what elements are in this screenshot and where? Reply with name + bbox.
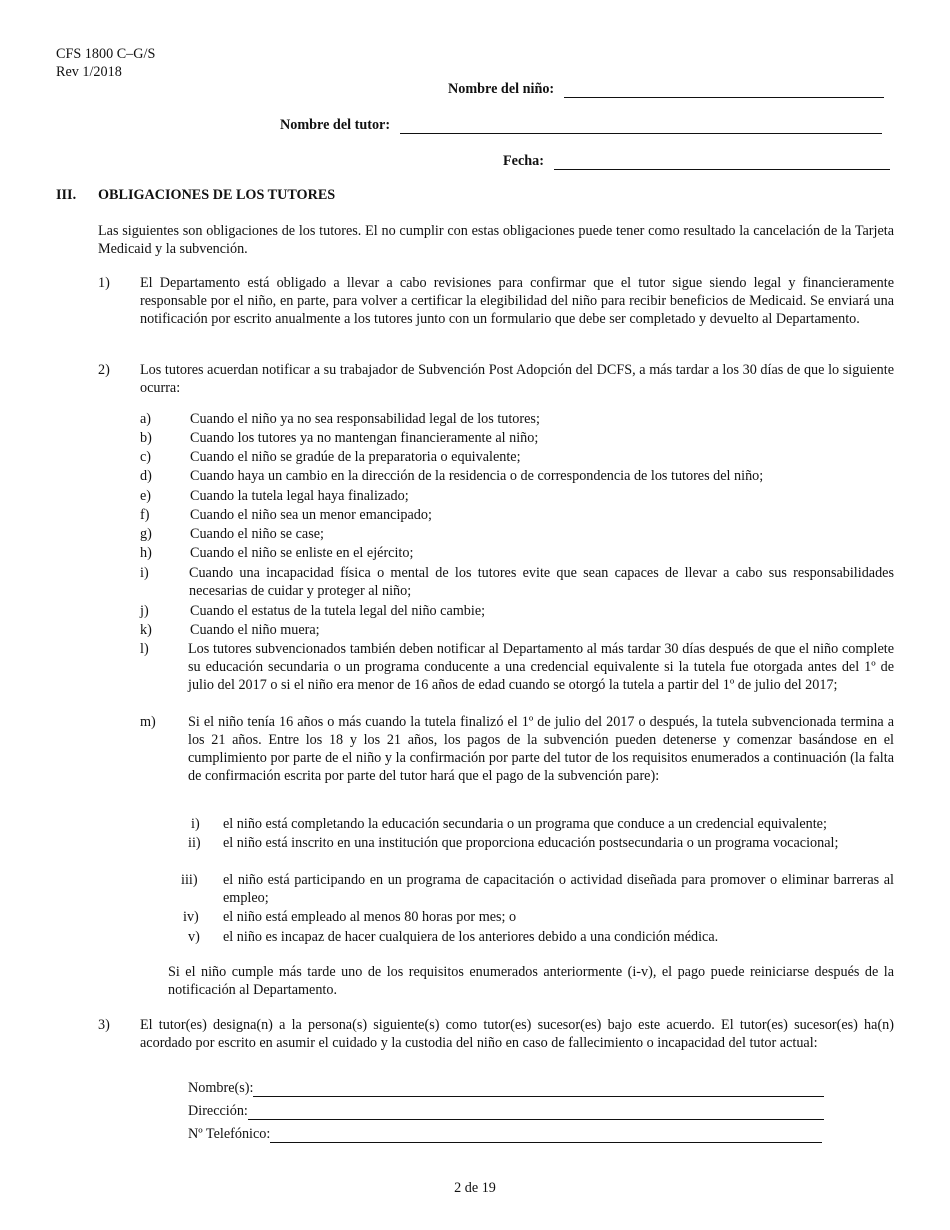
list-item-text: Cuando la tutela legal haya finalizado; [190, 488, 409, 504]
list-item-text: Cuando el niño se gradúe de la preparatoria o equivalente; [190, 449, 521, 465]
list-item-text: Si el niño tenía 16 años o más cuando la tutela finalizó el 1º de julio del 2017 o después, la tutela subvencionada termina a los 21 años. Entre los 18 y los 21 años, los pagos de la subvención pueden detenerse y comenzar basándose en el cumplimiento por parte de el niño y la confirmación por parte del tutor de los requisitos enumerados a continuación (la falta de confirmación escrita por parte del tutor hará que el pago de la subvención pare): [188, 714, 894, 784]
item-text: El Departamento está obligado a llevar a cabo revisiones para confirmar que el tutor sigue siendo legal y financieramente responsable por el niño, en parte, para volver a certificar la elegibilidad del niño para recibir beneficios de Medicaid. Se enviará una notificación por escrito anualmente a los tutores junto con un formulario que debe ser completado y devuelto al Departamento. [140, 275, 894, 327]
item-number: 2) [98, 362, 110, 378]
form-id: CFS 1800 C–G/S [56, 46, 156, 62]
list-item-text: Cuando el niño muera; [190, 622, 320, 638]
restart-note: Si el niño cumple más tarde uno de los requisitos enumerados anteriormente (i-v), el pago puede reiniciarse después de la notificación al Departamento. [168, 964, 894, 998]
list-item-label: i) [191, 816, 200, 832]
page-number: 2 de 19 [454, 1180, 496, 1196]
list-item-label: f) [140, 507, 150, 523]
successor-phone-field [188, 1125, 822, 1143]
successor-address-input[interactable] [248, 1105, 824, 1120]
intro-paragraph: Las siguientes son obligaciones de los tutores. El no cumplir con estas obligaciones puede tener como resultado la cancelación de la Tarjeta Medicaid y la subvención. [98, 223, 894, 257]
section-number: III. [56, 187, 77, 203]
item-text: Los tutores acuerdan notificar a su trabajador de Subvención Post Adopción del DCFS, a más tardar a los 30 días de que lo siguiente ocurra: [140, 362, 894, 396]
list-item-text: Cuando el niño sea un menor emancipado; [190, 507, 432, 523]
form-revision: Rev 1/2018 [56, 64, 122, 80]
item-number: 3) [98, 1017, 110, 1033]
successor-phone-input[interactable] [270, 1128, 822, 1143]
child-name-input[interactable] [564, 83, 884, 98]
list-item-label: j) [140, 603, 149, 619]
list-item-label: h) [140, 545, 152, 561]
date-field [503, 152, 890, 170]
list-item-label: e) [140, 488, 152, 504]
list-item-label: i) [140, 565, 149, 581]
list-item-label: b) [140, 430, 152, 446]
child-name-label: Nombre del niño: [448, 81, 555, 97]
list-item-text: Cuando una incapacidad física o mental de los tutores evite que sean capaces de llevar a cabo sus responsabilidades necesarias de cuidar y proteger al niño; [189, 565, 894, 599]
guardian-name-input[interactable] [400, 119, 882, 134]
list-item-label: l) [140, 641, 149, 657]
list-item-text: el niño es incapaz de hacer cualquiera de los anteriores debido a una condición médica. [223, 929, 719, 945]
form-header [56, 45, 155, 81]
list-item-label: iv) [183, 909, 199, 925]
successor-phone-label: Nº Telefónico: [188, 1126, 271, 1142]
successor-name-label: Nombre(s): [188, 1080, 254, 1096]
successor-address-field [188, 1102, 824, 1120]
list-item-label: a) [140, 411, 152, 427]
list-item-text: Cuando los tutores ya no mantengan financieramente al niño; [190, 430, 539, 446]
date-input[interactable] [554, 155, 890, 170]
list-item-text: Cuando el niño se enliste en el ejército; [190, 545, 414, 561]
list-item-label: d) [140, 468, 152, 484]
guardian-name-field [280, 116, 882, 134]
guardian-name-label: Nombre del tutor: [280, 117, 391, 133]
item-number: 1) [98, 275, 110, 291]
list-item-text: Cuando el niño se case; [190, 526, 324, 542]
list-item-text: el niño está participando en un programa de capacitación o actividad diseñada para promover o eliminar barreras al empleo; [223, 872, 894, 906]
list-item-label: c) [140, 449, 152, 465]
list-item-text: Cuando el niño ya no sea responsabilidad legal de los tutores; [190, 411, 540, 427]
list-item-text: Cuando el estatus de la tutela legal del niño cambie; [190, 603, 486, 619]
list-item-text: el niño está inscrito en una institución que proporciona educación postsecundaria o un programa vocacional; [223, 835, 839, 851]
successor-address-label: Dirección: [188, 1103, 248, 1119]
list-item-label: iii) [181, 872, 198, 888]
section-title: OBLIGACIONES DE LOS TUTORES [98, 187, 336, 203]
list-item-label: v) [188, 929, 200, 945]
list-item-label: k) [140, 622, 152, 638]
list-item-label: ii) [188, 835, 201, 851]
list-item-text: Los tutores subvencionados también deben notificar al Departamento al más tardar 30 días después de que el niño complete su educación secundaria o un programa conducente a una credencial equivalente si la tutela fue otorgada antes del 1º de julio del 2017 o si el niño era menor de 16 años de edad cuando se otorgó la tutela a partir del 1º de julio del 2017; [188, 641, 894, 693]
date-label: Fecha: [503, 153, 544, 169]
item-text: El tutor(es) designa(n) a la persona(s) siguiente(s) como tutor(es) sucesor(es) bajo este acuerdo. El tutor(es) sucesor(es) ha(n) acordado por escrito en asumir el cuidado y la custodia del niño en caso de fallecimiento o incapacidad del tutor actual: [140, 1017, 894, 1051]
list-item-label: g) [140, 526, 152, 542]
successor-name-input[interactable] [253, 1082, 824, 1097]
list-item-text: Cuando haya un cambio en la dirección de la residencia o de correspondencia de los tutores del niño; [190, 468, 764, 484]
list-item-text: el niño está empleado al menos 80 horas por mes; o [223, 909, 517, 925]
list-item-label: m) [140, 714, 156, 730]
list-item-text: el niño está completando la educación secundaria o un programa que conduce a un credencial equivalente; [223, 816, 827, 832]
successor-name-field [188, 1079, 824, 1097]
child-name-field [448, 80, 884, 98]
section-heading [56, 186, 335, 204]
